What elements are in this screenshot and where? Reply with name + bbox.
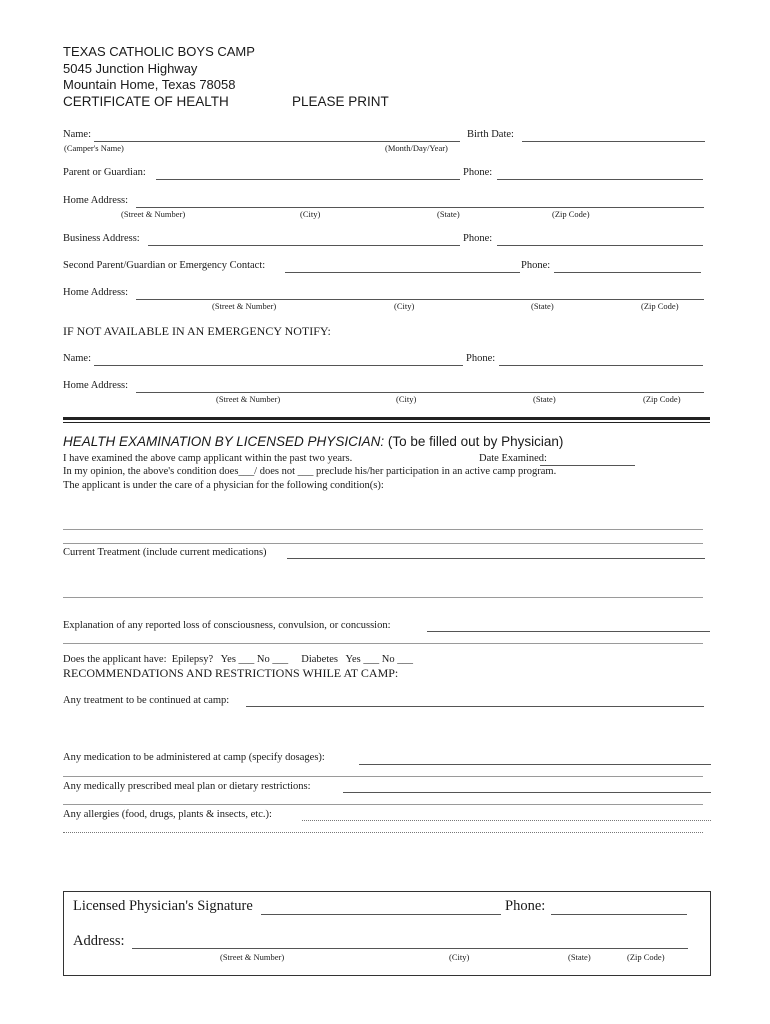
birth-date-sub: (Month/Day/Year) bbox=[385, 143, 448, 153]
physician-city-sub: (City) bbox=[449, 952, 470, 962]
physician-street-sub: (Street & Number) bbox=[220, 952, 285, 962]
allergies-label: Any allergies (food, drugs, plants & insects, etc.): bbox=[63, 809, 272, 820]
camper-name-field[interactable] bbox=[94, 141, 460, 142]
consciousness-field[interactable] bbox=[427, 631, 710, 632]
physician-state-sub: (State) bbox=[568, 952, 591, 962]
emergency-home-label: Home Address: bbox=[63, 380, 129, 391]
physician-phone-label: Phone: bbox=[505, 898, 546, 914]
second-contact-field[interactable] bbox=[285, 272, 520, 273]
medication-field[interactable] bbox=[359, 764, 711, 765]
continued-treatment-field[interactable] bbox=[246, 706, 704, 707]
section-divider-thin bbox=[63, 422, 710, 423]
physician-signature-field[interactable] bbox=[261, 914, 501, 915]
emergency-phone-field[interactable] bbox=[499, 365, 703, 366]
parent-phone-field[interactable] bbox=[497, 179, 703, 180]
physician-phone-field[interactable] bbox=[551, 914, 687, 915]
street-sub-3: (Street & Number) bbox=[216, 394, 281, 404]
meal-plan-field[interactable] bbox=[343, 792, 711, 793]
parent-field[interactable] bbox=[156, 179, 460, 180]
emergency-heading: IF NOT AVAILABLE IN AN EMERGENCY NOTIFY: bbox=[63, 324, 331, 338]
section-divider-thick bbox=[63, 417, 710, 420]
treatment-label: Current Treatment (include current medications) bbox=[63, 547, 267, 558]
second-phone-label: Phone: bbox=[521, 260, 551, 271]
city-sub-2: (City) bbox=[394, 301, 415, 311]
form-title: CERTIFICATE OF HEALTH bbox=[63, 94, 229, 109]
medication-line-2[interactable] bbox=[63, 776, 703, 777]
epilepsy-diabetes-question: Does the applicant have: Epilepsy? Yes ___ No ___ Diabetes Yes ___ No ___ bbox=[63, 654, 413, 665]
exam-line3: The applicant is under the care of a physician for the following condition(s): bbox=[63, 480, 384, 491]
org-street: 5045 Junction Highway bbox=[63, 61, 198, 76]
condition-line-2[interactable] bbox=[63, 543, 703, 544]
city-sub: (City) bbox=[300, 209, 321, 219]
home-address-2-label: Home Address: bbox=[63, 287, 129, 298]
camper-name-sub: (Camper's Name) bbox=[64, 143, 124, 153]
home-address-label: Home Address: bbox=[63, 195, 129, 206]
home-address-2-field[interactable] bbox=[136, 299, 704, 300]
parent-phone-label: Phone: bbox=[463, 167, 493, 178]
consciousness-line-2[interactable] bbox=[63, 643, 703, 644]
second-contact-label: Second Parent/Guardian or Emergency Contact: bbox=[63, 260, 266, 271]
allergies-field[interactable] bbox=[302, 820, 711, 821]
business-address-label: Business Address: bbox=[63, 233, 140, 244]
street-sub: (Street & Number) bbox=[121, 209, 186, 219]
camper-name-label: Name: bbox=[63, 129, 91, 140]
exam-heading-italic: HEALTH EXAMINATION BY LICENSED PHYSICIAN: bbox=[63, 434, 385, 449]
date-examined-label: Date Examined: bbox=[479, 453, 547, 464]
emergency-name-field[interactable] bbox=[94, 365, 463, 366]
birth-date-field[interactable] bbox=[522, 141, 705, 142]
birth-date-label: Birth Date: bbox=[467, 129, 514, 140]
physician-address-field[interactable] bbox=[132, 948, 688, 949]
zip-sub-2: (Zip Code) bbox=[641, 301, 679, 311]
business-phone-field[interactable] bbox=[497, 245, 703, 246]
consciousness-label: Explanation of any reported loss of consciousness, convulsion, or concussion: bbox=[63, 620, 391, 631]
condition-line-1[interactable] bbox=[63, 529, 703, 530]
physician-address-label: Address: bbox=[73, 933, 125, 949]
exam-line2: In my opinion, the above's condition does___/ does not ___ preclude his/her participation in an active camp program. bbox=[63, 466, 557, 477]
medication-label: Any medication to be administered at camp (specify dosages): bbox=[63, 752, 325, 763]
physician-zip-sub: (Zip Code) bbox=[627, 952, 665, 962]
home-address-field[interactable] bbox=[136, 207, 704, 208]
exam-heading-rest: (To be filled out by Physician) bbox=[387, 434, 564, 449]
emergency-phone-label: Phone: bbox=[466, 353, 496, 364]
exam-heading bbox=[63, 434, 563, 449]
please-print: PLEASE PRINT bbox=[292, 94, 389, 109]
continued-treatment-label: Any treatment to be continued at camp: bbox=[63, 695, 230, 706]
city-sub-3: (City) bbox=[396, 394, 417, 404]
allergies-line-2[interactable] bbox=[63, 832, 703, 833]
org-name: TEXAS CATHOLIC BOYS CAMP bbox=[63, 44, 255, 59]
state-sub-3: (State) bbox=[533, 394, 556, 404]
state-sub: (State) bbox=[437, 209, 460, 219]
treatment-line-2[interactable] bbox=[63, 597, 703, 598]
meal-plan-line-2[interactable] bbox=[63, 804, 703, 805]
zip-sub: (Zip Code) bbox=[552, 209, 590, 219]
street-sub-2: (Street & Number) bbox=[212, 301, 277, 311]
business-address-field[interactable] bbox=[148, 245, 460, 246]
physician-signature-label: Licensed Physician's Signature bbox=[73, 898, 253, 914]
exam-line1: I have examined the above camp applicant within the past two years. bbox=[63, 453, 353, 464]
meal-plan-label: Any medically prescribed meal plan or dietary restrictions: bbox=[63, 781, 311, 792]
org-city: Mountain Home, Texas 78058 bbox=[63, 77, 236, 92]
business-phone-label: Phone: bbox=[463, 233, 493, 244]
emergency-name-label: Name: bbox=[63, 353, 91, 364]
second-phone-field[interactable] bbox=[554, 272, 701, 273]
emergency-home-field[interactable] bbox=[136, 392, 704, 393]
parent-label: Parent or Guardian: bbox=[63, 167, 146, 178]
recommend-heading: RECOMMENDATIONS AND RESTRICTIONS WHILE AT CAMP: bbox=[63, 666, 399, 680]
state-sub-2: (State) bbox=[531, 301, 554, 311]
treatment-field[interactable] bbox=[287, 558, 705, 559]
zip-sub-3: (Zip Code) bbox=[643, 394, 681, 404]
